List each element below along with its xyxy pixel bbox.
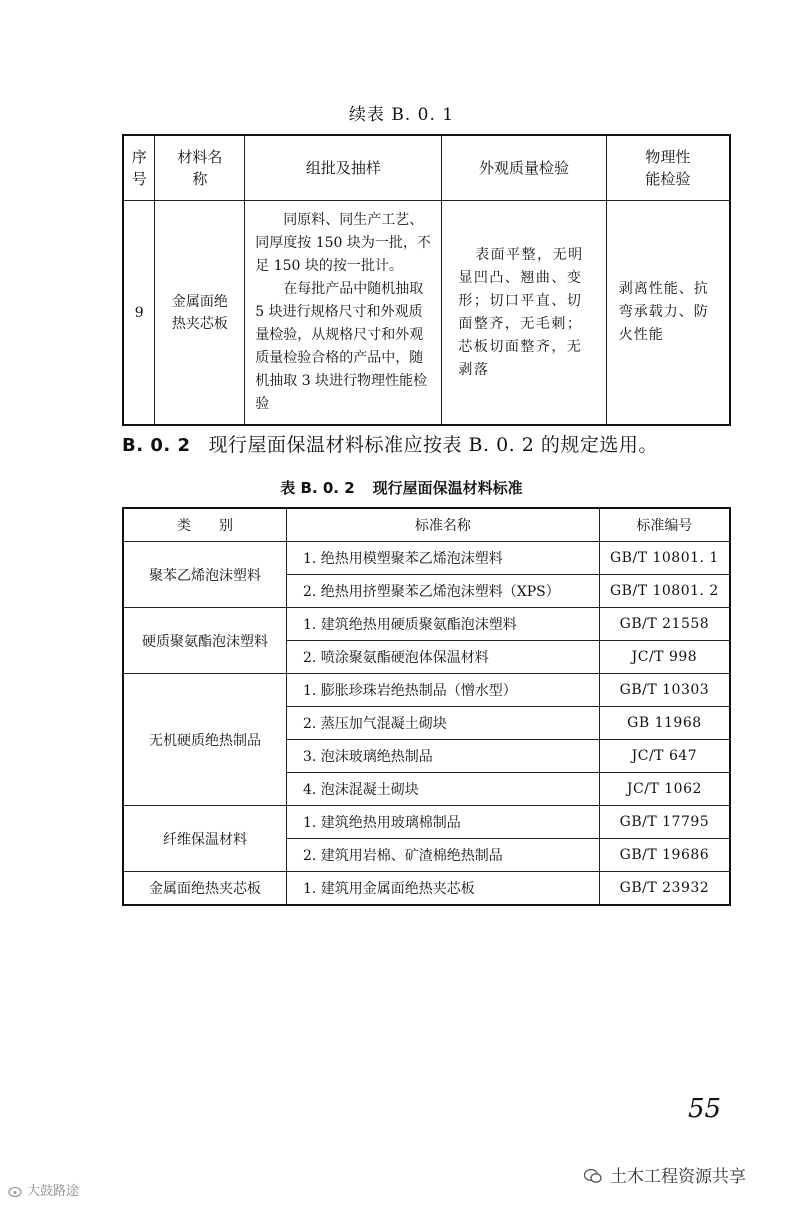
batch-paragraph-2: 在每批产品中随机抽取 5 块进行规格尺寸和外观质量检验，从规格尺寸和外观质量检验合格的产品中，随机抽取 3 块进行物理性能检验 <box>255 281 428 412</box>
standard-name-cell: 1. 膨胀珍珠岩绝热制品（憎水型） <box>286 674 599 707</box>
standard-code-cell: GB/T 21558 <box>599 608 730 641</box>
standard-name-cell: 3. 泡沫玻璃绝热制品 <box>286 740 599 773</box>
category-cell: 聚苯乙烯泡沫塑料 <box>123 542 286 608</box>
standard-name-cell: 4. 泡沫混凝土砌块 <box>286 773 599 806</box>
header-physical: 物理性能检验 <box>606 135 730 201</box>
table1-caption: 续表 B. 0. 1 <box>348 105 455 125</box>
category-cell: 无机硬质绝热制品 <box>123 674 286 806</box>
standard-name-cell: 2. 蒸压加气混凝土砌块 <box>286 707 599 740</box>
row-physical: 剥离性能、抗弯承载力、防火性能 <box>606 201 730 426</box>
header-category: 类 别 <box>123 508 286 542</box>
table1-row <box>123 201 730 426</box>
standard-code-cell: JC/T 998 <box>599 641 730 674</box>
standard-name-cell: 2. 建筑用岩棉、矿渣棉绝热制品 <box>286 839 599 872</box>
clause-b02 <box>122 430 658 457</box>
batch-paragraph-1: 同原料、同生产工艺、同厚度按 150 块为一批，不足 150 块的按一批计。 <box>255 212 431 274</box>
watermark-left-text: 大鼓路途 <box>27 1184 80 1199</box>
standard-code-cell: GB/T 23932 <box>599 872 730 906</box>
table-row <box>123 872 730 906</box>
row-appearance: 表面平整，无明显凹凸、翘曲、变形；切口平直、切面整齐，无毛刺；芯板切面整齐，无剥落 <box>442 201 606 426</box>
clause-number: B. 0. 2 <box>122 435 191 456</box>
standard-name-cell: 1. 建筑绝热用玻璃棉制品 <box>286 806 599 839</box>
header-material: 材料名称 <box>155 135 245 201</box>
watermark-wechat <box>584 1162 746 1187</box>
table-row <box>123 674 730 707</box>
standard-code-cell: GB/T 17795 <box>599 806 730 839</box>
table2-header-row <box>123 508 730 542</box>
row-material: 金属面绝热夹芯板 <box>155 201 245 426</box>
standard-name-cell: 1. 绝热用模塑聚苯乙烯泡沫塑料 <box>286 542 599 575</box>
category-cell: 纤维保温材料 <box>123 806 286 872</box>
row-seq: 9 <box>123 201 155 426</box>
table-row <box>123 608 730 641</box>
standard-name-cell: 2. 喷涂聚氨酯硬泡体保温材料 <box>286 641 599 674</box>
standard-name-cell: 1. 建筑用金属面绝热夹芯板 <box>286 872 599 906</box>
header-batch: 组批及抽样 <box>245 135 442 201</box>
material-inspection-table <box>122 134 731 426</box>
header-standard-code: 标准编号 <box>599 508 730 542</box>
header-standard-name: 标准名称 <box>286 508 599 542</box>
header-appearance: 外观质量检验 <box>442 135 606 201</box>
table1-header-row <box>123 135 730 201</box>
standard-name-cell: 1. 建筑绝热用硬质聚氨酯泡沫塑料 <box>286 608 599 641</box>
table2-caption <box>0 477 803 498</box>
standard-code-cell: GB 11968 <box>599 707 730 740</box>
category-cell: 硬质聚氨酯泡沫塑料 <box>123 608 286 674</box>
wechat-icon <box>584 1168 602 1184</box>
standard-code-cell: GB/T 10303 <box>599 674 730 707</box>
standard-name-cell: 2. 绝热用挤塑聚苯乙烯泡沫塑料（XPS） <box>286 575 599 608</box>
standard-code-cell: GB/T 10801. 1 <box>599 542 730 575</box>
weibo-icon <box>8 1182 24 1198</box>
standard-code-cell: GB/T 19686 <box>599 839 730 872</box>
table2-caption-no: 表 B. 0. 2 <box>280 479 355 497</box>
header-seq: 序号 <box>123 135 155 201</box>
row-batch <box>245 201 442 426</box>
category-cell: 金属面绝热夹芯板 <box>123 872 286 906</box>
standard-code-cell: JC/T 1062 <box>599 773 730 806</box>
table2-body <box>123 542 730 906</box>
watermark-weibo <box>8 1180 79 1199</box>
table-row <box>123 542 730 575</box>
table2-caption-title: 现行屋面保温材料标准 <box>372 479 523 497</box>
page-number: 55 <box>688 1094 722 1124</box>
watermark-right-text: 土木工程资源共享 <box>610 1167 746 1187</box>
insulation-standards-table <box>122 507 731 906</box>
clause-text: 现行屋面保温材料标准应按表 B. 0. 2 的规定选用。 <box>208 434 658 456</box>
standard-code-cell: GB/T 10801. 2 <box>599 575 730 608</box>
table-row <box>123 806 730 839</box>
standard-code-cell: JC/T 647 <box>599 740 730 773</box>
